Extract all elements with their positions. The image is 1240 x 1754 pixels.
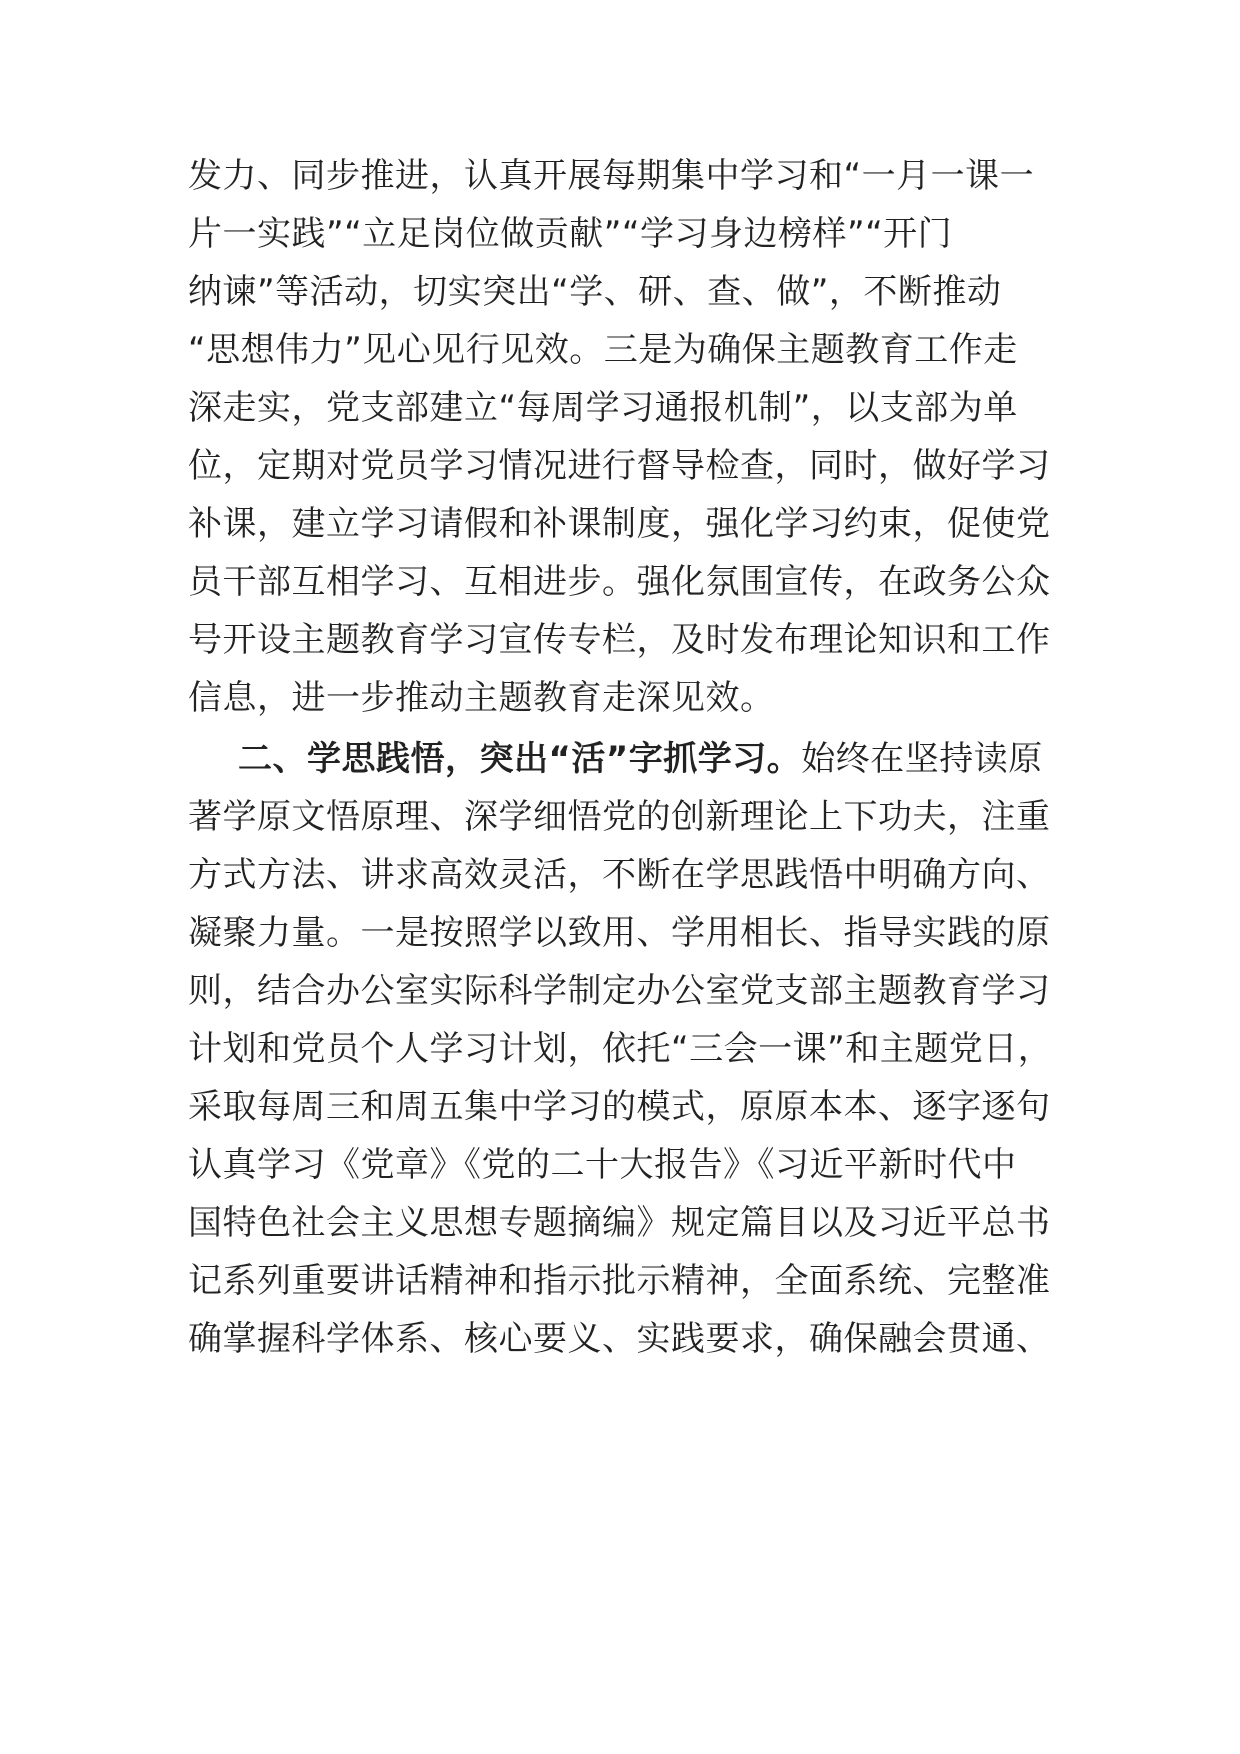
paragraph-first-line bbox=[238, 739, 1068, 779]
text-line: 纳谏”等活动，切实突出“学、研、查、做”，不断推动 bbox=[188, 272, 1002, 312]
text-line: 凝聚力量。一是按照学以致用、学用相长、指导实践的原 bbox=[188, 913, 1051, 953]
text-line: 著学原文悟原理、深学细悟党的创新理论上下功夫，注重 bbox=[188, 797, 1051, 837]
text-line: 国特色社会主义思想专题摘编》规定篇目以及习近平总书 bbox=[188, 1203, 1051, 1243]
text-line: 记系列重要讲话精神和指示批示精神，全面系统、完整准 bbox=[188, 1261, 1051, 1301]
text-line: 确掌握科学体系、核心要义、实践要求，确保融会贯通、 bbox=[188, 1319, 1051, 1359]
text-line: 认真学习《党章》《党的二十大报告》《习近平新时代中 bbox=[188, 1145, 1017, 1185]
text-line: 方式方法、讲求高效灵活，不断在学思践悟中明确方向、 bbox=[188, 855, 1051, 895]
text-line: 信息，进一步推动主题教育走深见效。 bbox=[188, 678, 775, 718]
text-line: 位，定期对党员学习情况进行督导检查，同时，做好学习 bbox=[188, 446, 1051, 486]
text-run: 始终在坚持读原 bbox=[801, 739, 1043, 779]
text-line: 深走实，党支部建立“每周学习通报机制”，以支部为单 bbox=[188, 388, 1018, 428]
section-heading: 二、学思践悟，突出“活”字抓学习。 bbox=[238, 739, 802, 779]
text-line: 发力、同步推进，认真开展每期集中学习和“一月一课一 bbox=[188, 156, 1035, 196]
text-line: 号开设主题教育学习宣传专栏，及时发布理论知识和工作 bbox=[188, 620, 1051, 660]
text-line: “思想伟力”见心见行见效。三是为确保主题教育工作走 bbox=[188, 330, 1018, 370]
text-line: 补课，建立学习请假和补课制度，强化学习约束，促使党 bbox=[188, 504, 1051, 544]
text-line: 员干部互相学习、互相进步。强化氛围宣传，在政务公众 bbox=[188, 562, 1051, 602]
text-line: 采取每周三和周五集中学习的模式，原原本本、逐字逐句 bbox=[188, 1087, 1051, 1127]
text-line: 片一实践”“立足岗位做贡献”“学习身边榜样”“开门 bbox=[188, 214, 953, 254]
text-line: 则，结合办公室实际科学制定办公室党支部主题教育学习 bbox=[188, 971, 1051, 1011]
text-line: 计划和党员个人学习计划，依托“三会一课”和主题党日， bbox=[188, 1029, 1053, 1069]
